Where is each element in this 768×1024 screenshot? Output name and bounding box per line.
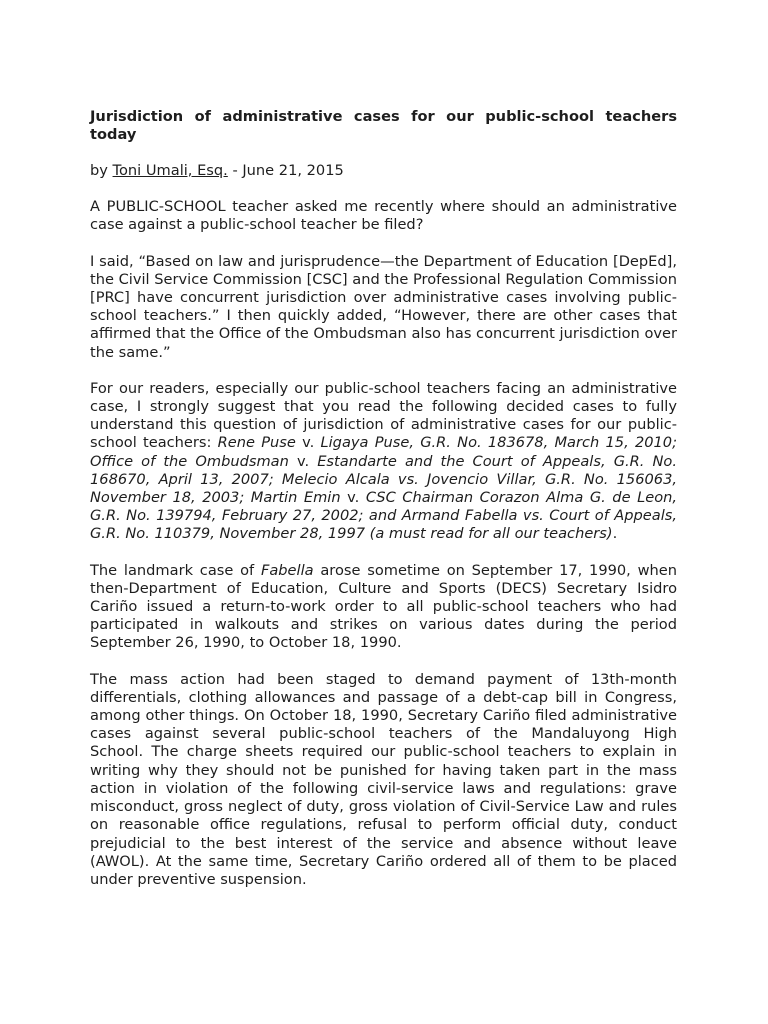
paragraph-2: I said, “Based on law and jurisprudence—the Department of Education [DepEd], the Civil Service Commission [CSC] and the Professional Regulation Commission [PRC] have concurrent jurisdiction over administrative cases involving public-school teachers.” I then quickly added, “However, there are other cases that affirmed that the Office of the Ombudsman also has concurrent jurisdiction over the same.”: [90, 252, 677, 361]
p3-text-1: For our readers, especially our public-school teachers facing an administrative case, I strongly suggest that you read the following decided cases to fully understand this question of jurisdiction of administrative cases for our public-school teachers:: [90, 379, 677, 452]
p4-italic-1: Fabella: [260, 561, 314, 579]
author-link[interactable]: Toni Umali, Esq.: [112, 162, 228, 179]
p3-italic-2: Ligaya Puse, G.R. No. 183678, March 15, 2010; Office of the Ombudsman: [90, 434, 677, 470]
p4-text-2: arose sometime on September 17, 1990, when then-Department of Education, Culture and Sports (DECS) Secretary Isidro Cariño issued a return-to-work order to all public-school teachers who had participated in walkouts and strikes on various dates during the period September 26, 1990, to October 18, 1990.: [90, 561, 677, 652]
p3-italic-4: CSC Chairman Corazon Alma G. de Leon, G.R. No. 139794, February 27, 2002; and Armand Fabella vs. Court of Appeals, G.R. No. 110379, November 28, 1997 (a must read for all our teachers): [90, 489, 678, 543]
paragraph-3: [90, 380, 677, 544]
p3-text-2: v.: [295, 434, 321, 452]
paragraph-1: A PUBLIC-SCHOOL teacher asked me recently where should an administrative case against a public-school teacher be filed?: [90, 198, 677, 234]
p3-text-5: .: [612, 525, 618, 543]
article-title: Jurisdiction of administrative cases for our public-school teachers today: [90, 108, 677, 143]
byline-separator: -: [227, 162, 243, 179]
p3-italic-3: Estandarte and the Court of Appeals, G.R. No. 168670, April 13, 2007; Melecio Alcala vs. Jovencio Villar, G.R. No. 156063, November 18, 2003; Martin Emin: [90, 452, 677, 507]
p3-italic-1: Rene Puse: [217, 434, 296, 452]
byline: [90, 162, 677, 180]
paragraph-5: The mass action had been staged to demand payment of 13th-month differentials, clothing allowances and passage of a debt-cap bill in Congress, among other things. On October 18, 1990, Secretary Cariño filed administrative cases against several public-school teachers of the Mandaluyong High School. The charge sheets required our public-school teachers to explain in writing why they should not be punished for having taken part in the mass action in violation of the following civil-service laws and regulations: grave misconduct, gross neglect of duty, gross violation of Civil-Service Law and rules on reasonable office regulations, refusal to perform official duty, conduct prejudicial to the best interest of the service and absence without leave (AWOL). At the same time, Secretary Cariño ordered all of them to be placed under preventive suspension.: [90, 670, 677, 888]
byline-prefix: by: [90, 162, 113, 179]
publish-date: June 21, 2015: [242, 162, 344, 179]
paragraph-4: [90, 562, 677, 653]
p3-text-4: v.: [340, 489, 366, 507]
p3-text-3: v.: [288, 452, 318, 470]
article: [90, 108, 677, 907]
p4-text-1: The landmark case of: [90, 561, 261, 579]
